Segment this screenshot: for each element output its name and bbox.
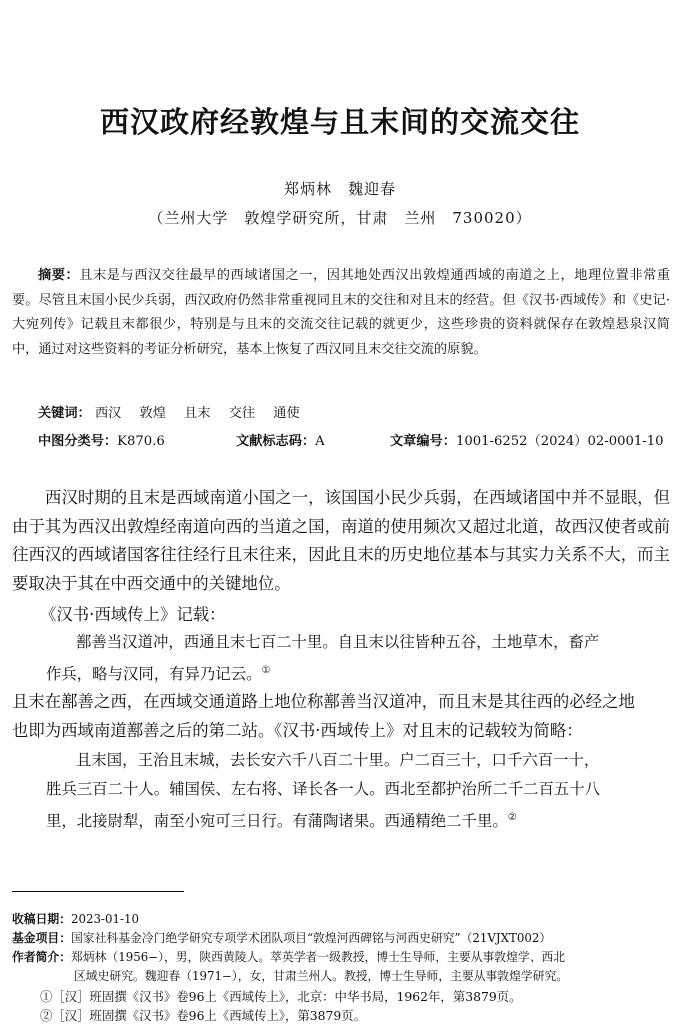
article-number-label: 文章编号： xyxy=(390,434,456,449)
fund-info xyxy=(12,929,674,948)
clc-label: 中图分类号： xyxy=(38,434,118,449)
received-value: 2023-01-10 xyxy=(71,912,140,926)
author-bio-line-2: 区域史研究。魏迎春（1971−），女，甘肃兰州人。教授，博士生导师，主要从事敦煌学研究。 xyxy=(74,969,569,983)
abstract xyxy=(12,264,670,362)
doc-code-value: A xyxy=(315,434,325,449)
author-bio-label: 作者简介： xyxy=(12,950,71,964)
clc-field xyxy=(38,434,165,449)
fund-label: 基金项目： xyxy=(12,931,71,945)
received-label: 收稿日期： xyxy=(12,912,71,926)
article-meta xyxy=(38,430,674,449)
article-number-value: 1001-6252（2024）02-0001-10 xyxy=(455,434,664,449)
fund-value: 国家社科基金冷门绝学研究专项学术团队项目“敦煌河西碑铭与河西史研究”（21VJXT002） xyxy=(71,931,552,945)
quote-1-line-1: 鄯善当汉道冲，西通且末七百二十里。自且末以往皆种五谷，土地草木，畜产 xyxy=(76,633,600,651)
keywords xyxy=(38,402,314,421)
abstract-text: 且末是与西汉交往最早的西域诸国之一，因其地处西汉出敦煌通西域的南道之上，地理位置非常重要。尽管且末国小民少兵弱，西汉政府仍然非常重视同且末的交往和对且末的经营。但《汉书·西域传》和《史记·大宛列传》记载且末都很少，特别是与且末的交流交往记载的就更少，这些珍贵的资料就保存在敦煌悬泉汉简中，通过对这些资料的考证分析研究，基本上恢复了西汉同且末交往交流的原貌。 xyxy=(12,268,671,357)
footnote-2: ②［汉］班固撰《汉书》卷96上《西域传上》，第3879页。 xyxy=(40,1008,367,1023)
authors: 郑炳林 魏迎春 xyxy=(283,180,396,198)
body-paragraph-3-line-1: 且末在鄯善之西，在西域交通道路上地位称鄯善当汉道冲，而且末是其往西的必经之地 xyxy=(12,692,635,711)
keywords-label: 关键词： xyxy=(38,406,91,421)
received-date xyxy=(12,910,674,929)
paper-title: 西汉政府经敦煌与且末间的交流交往 xyxy=(99,105,580,139)
quote-2-line-2: 胜兵三百二十人。辅国侯、左右将、译长各一人。西北至都护治所二千二百五十八 xyxy=(46,780,601,798)
keyword: 西汉 xyxy=(94,406,122,421)
body-paragraph-2: 《汉书·西域传上》记载： xyxy=(40,605,226,624)
abstract-label: 摘要： xyxy=(38,268,80,283)
quote-1-text: 作兵，略与汉同，有异乃记云。 xyxy=(46,665,262,684)
keyword: 交往 xyxy=(228,406,256,421)
affiliation: （兰州大学 敦煌学研究所，甘肃 兰州 730020） xyxy=(148,209,532,227)
doc-code-label: 文献标志码： xyxy=(236,434,316,449)
quote-2-line-1: 且末国，王治且末城，去长安六千八百二十里。户二百三十，口千六百一十， xyxy=(76,751,600,769)
article-number-field xyxy=(390,430,664,449)
body-paragraph-1: 西汉时期的且末是西域南道小国之一，该国国小民少兵弱，在西域诸国中并不显眼，但由于其为西汉出敦煌经南道向西的当道之国，南道的使用频次又超过北道，故西汉使者或前往西汉的西域诸国客往往经行且末往来，因此且末的历史地位基本与其实力关系不大，而主要取决于其在中西交通中的关键地位。 xyxy=(12,488,670,593)
quote-1-line-2 xyxy=(46,657,270,689)
keyword: 敦煌 xyxy=(139,406,166,421)
footnote-1: ①［汉］班固撰《汉书》卷96上《西域传上》，北京：中华书局，1962年，第3879页。 xyxy=(40,989,522,1004)
author-bio xyxy=(12,948,674,967)
clc-value: K870.6 xyxy=(117,434,165,449)
keyword: 通使 xyxy=(273,406,300,421)
footnote-ref-1: ① xyxy=(261,665,271,676)
body-paragraph-3-line-2: 也即为西域南道鄯善之后的第二站。《汉书·西域传上》对且末的记载较为简略： xyxy=(12,721,583,740)
footnote-rule xyxy=(12,891,184,892)
doc-code-field xyxy=(236,430,325,449)
author-bio-line-1: 郑炳林（1956−），男，陕西黄陵人。萃英学者一级教授，博士生导师，主要从事敦煌学、西北 xyxy=(71,950,566,964)
footnote-ref-2: ② xyxy=(507,812,517,823)
quote-2-line-3 xyxy=(46,804,517,836)
quote-2-text: 里，北接尉犁，南至小宛可三日行。有蒲陶诸果。西通精绝二千里。 xyxy=(46,812,508,831)
keyword: 且末 xyxy=(184,406,211,421)
